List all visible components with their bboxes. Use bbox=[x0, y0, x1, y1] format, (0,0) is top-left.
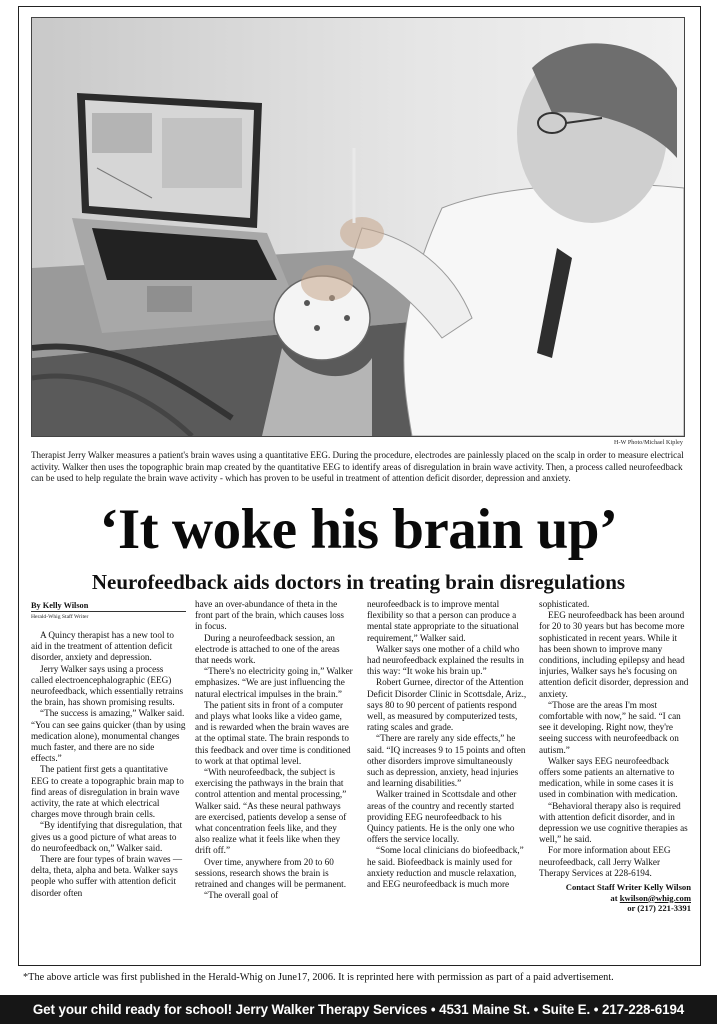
subheadline: Neurofeedback aids doctors in treating brain disregulations bbox=[91, 570, 626, 594]
article-column-2 bbox=[195, 599, 353, 901]
paragraph: “There's no electricity going in,” Walker emphasizes. “We are just influencing the natural electrical impulses in the brain.” bbox=[195, 666, 353, 699]
contact-writer: Contact Staff Writer Kelly Wilson bbox=[565, 882, 691, 893]
article-column-4 bbox=[539, 599, 691, 914]
paragraph: “Those are the areas I'm most comfortable with now,” he said. “I can see it developing. Right now, they're seeing success with neurofeedback on autism.” bbox=[539, 699, 681, 755]
paragraph: There are four types of brain waves — delta, theta, alpha and beta. Walker says people who suffer with attention deficit disorder often bbox=[31, 854, 183, 898]
paragraph: “With neurofeedback, the subject is exercising the pathways in the brain that control attention and mental processing,” Walker said. “As these neural pathways are exercised, patients develop a sense of what concentration feels like, and they also realize what it feels like when they drift off.” bbox=[195, 767, 347, 856]
paragraph: “The success is amazing,” Walker said. “You can see gains quicker (than by using medication alone), monumental changes much faster, and there are no side effects.” bbox=[31, 708, 186, 764]
paragraph: The patient first gets a quantitative EEG to create a topographic brain map to find areas of disregulation in brain wave activity, the rate at which electrical charges move through brain cells. bbox=[31, 764, 184, 820]
reprint-footnote: *The above article was first published in the Herald-Whig on June17, 2006. It is reprinted here with permission as part of a paid advertisement. bbox=[23, 972, 614, 983]
paragraph: Walker says one mother of a child who had neurofeedback explained the results in this way: “It woke his brain up.” bbox=[367, 643, 524, 677]
paragraph: “There are rarely any side effects,” he said. “IQ increases 9 to 15 points and often other disorders improve simultaneously such as depression, anxiety, head injuries and learning disabilities.” bbox=[367, 733, 526, 789]
paragraph: sophisticated. bbox=[539, 599, 590, 609]
article-column-1 bbox=[31, 630, 187, 899]
contact-at: at bbox=[610, 892, 620, 903]
paragraph: “The overall goal of bbox=[204, 890, 279, 901]
paragraph: neurofeedback is to improve mental flexibility so that a person can produce a mental state appropriate to the situational requirement,” Walker said. bbox=[367, 599, 519, 643]
advertisement-banner: Get your child ready for school! Jerry Walker Therapy Services • 4531 Maine St. • Suite E. • 217-228-6194 bbox=[0, 995, 717, 1024]
byline-author: By Kelly Wilson bbox=[31, 601, 89, 610]
paragraph: Walker says EEG neurofeedback offers some patients an alternative to medication, while in some cases it is used in combination with medication. bbox=[539, 755, 678, 800]
paragraph: Over time, anywhere from 20 to 60 sessions, research shows the brain is retrained and changes will be permanent. bbox=[195, 856, 347, 890]
paragraph: For more information about EEG neurofeedback, call Jerry Walker Therapy Services at 228-6194. bbox=[539, 845, 671, 878]
paragraph: A Quincy therapist has a new tool to aid in the treatment of attention deficit disorder, anxiety and depression. bbox=[31, 630, 174, 663]
contact-email-link[interactable]: kwilson@whig.com bbox=[619, 892, 691, 903]
byline-role: Herald-Whig Staff Writer bbox=[31, 614, 89, 620]
paragraph: “By identifying that disregulation, that gives us a good picture of what areas to do neurofeedback on,” Walker said. bbox=[31, 820, 183, 853]
paragraph: Robert Gurnee, director of the Attention Deficit Disorder Clinic in Scottsdale, Ariz., says 80 to 90 percent of patients respond well, as measured by computerized tests, rating scales and grade. bbox=[367, 677, 527, 733]
photo-caption: Therapist Jerry Walker measures a patient's brain waves using a quantitative EEG. During the procedure, electrodes are painlessly placed on the scalp in order to measure electrical activity. Walker then uses the topographic brain map created by the quantitative EEG to identify areas of disregulation in brain wave activity. Then, a process called neurofeedback can be used to help regulate the brain wave activity - which has proven to be useful in treatment of attention deficit disorder, depression and anxiety. bbox=[31, 450, 684, 484]
paragraph: have an over-abundance of theta in the front part of the brain, which causes loss in focus. bbox=[195, 599, 345, 632]
headline: ‘It woke his brain up’ bbox=[99, 498, 618, 561]
contact-phone: or (217) 221-3391 bbox=[627, 903, 691, 914]
paragraph: The patient sits in front of a computer and plays what looks like a video game, and is rewarded when the brain waves are at the optimal state. The brain responds to this feedback and over time is conditioned to work at that optimal level. bbox=[195, 699, 351, 766]
article-column-3 bbox=[367, 599, 527, 890]
contact-email-line bbox=[539, 893, 691, 904]
paragraph: EEG neurofeedback has been around for 20 to 30 years but has become more sophisticated in recent years. While it has been shown to improve many conditions, including epilepsy and head injuries, Walker says he's focusing on attention deficit disorder, depression and anxiety. bbox=[539, 610, 689, 699]
paragraph: During a neurofeedback session, an electrode is attached to one of the areas that needs work. bbox=[195, 632, 340, 666]
eeg-session-photo-image bbox=[32, 18, 684, 436]
photo-credit: H-W Photo/Michael Kipley bbox=[614, 440, 683, 446]
contact-block bbox=[539, 882, 691, 914]
paragraph: Walker trained in Scottsdale and other areas of the country and recently started providing EEG neurofeedback to his Quincy patients. He is the only one who offers the service locally. bbox=[367, 789, 517, 845]
paragraph: “Some local clinicians do biofeedback,” he said. Biofeedback is mainly used for anxiety reduction and muscle relaxation, and EEG neurofeedback is much more bbox=[367, 845, 524, 890]
article-photo bbox=[31, 17, 685, 437]
paragraph: Jerry Walker says using a process called electroencephalographic (EEG) neurofeedback, which essentially retrains the brain, has shown promising results. bbox=[31, 663, 184, 708]
paragraph: “Behavioral therapy also is required with attention deficit disorder, and in depression we use cognitive therapies as well,” he said. bbox=[539, 800, 688, 845]
byline-divider bbox=[31, 611, 186, 612]
